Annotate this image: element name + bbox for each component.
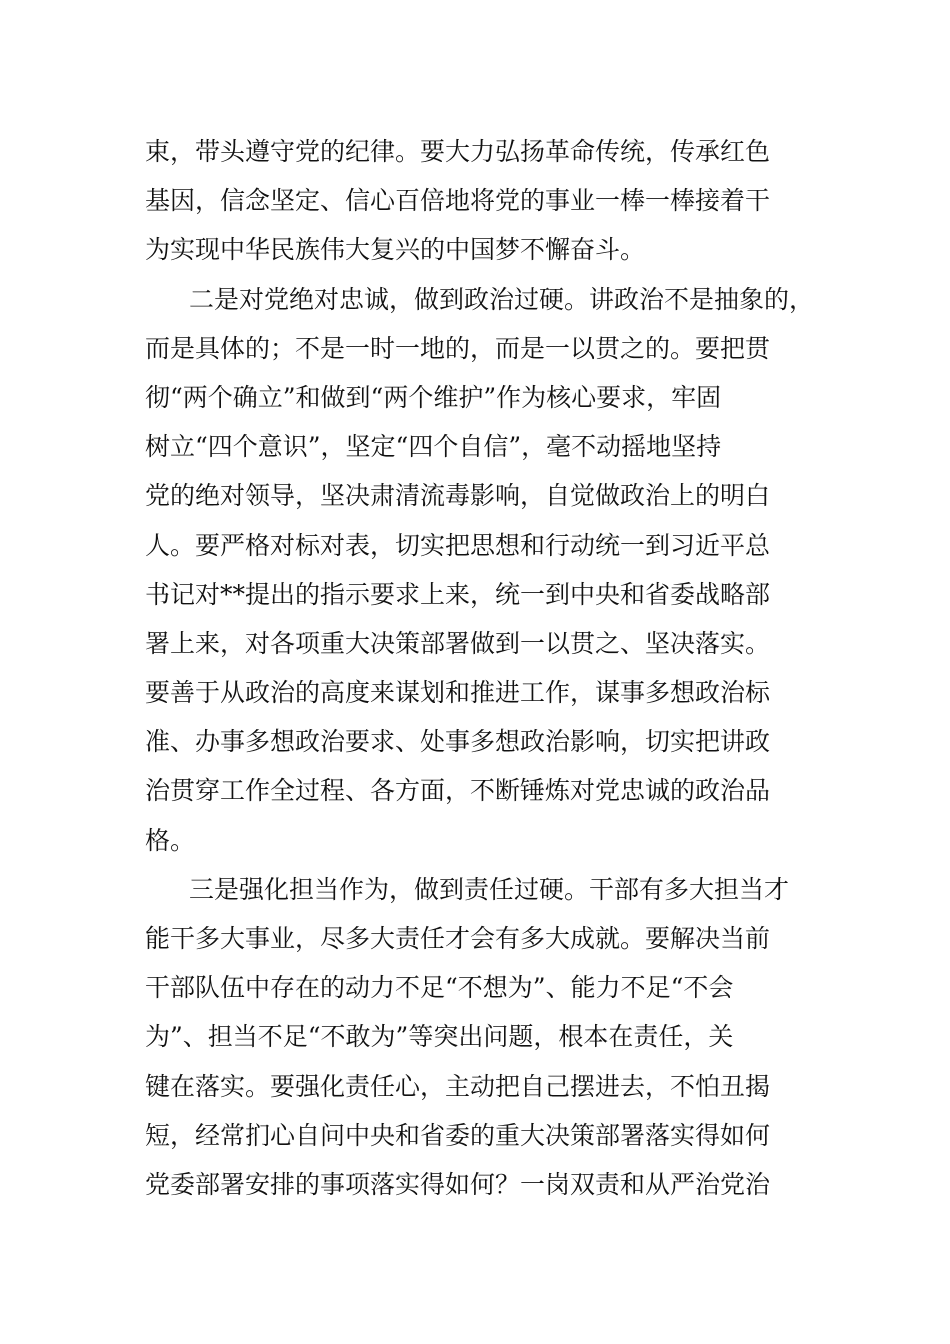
text-line: 格。 [145, 825, 196, 855]
paragraph-start-line: 二是对党绝对忠诚，做到政治过硬。讲政治不是抽象的， [189, 284, 815, 314]
text-line: 署上来，对各项重大决策部署做到一以贯之、坚决落实。 [145, 628, 771, 658]
text-line: 短，经常扪心自问中央和省委的重大决策部署落实得如何 [145, 1120, 771, 1150]
paragraph-start-line: 三是强化担当作为，做到责任过硬。干部有多大担当才 [189, 874, 790, 904]
text-line: 干部队伍中存在的动力不足“不想为”、能力不足“不会 [145, 973, 734, 1003]
text-line: 党的绝对领导，坚决肃清流毒影响，自觉做政治上的明白 [145, 481, 771, 511]
text-line: 束，带头遵守党的纪律。要大力弘扬革命传统，传承红色 [145, 137, 771, 166]
text-line: 基因，信念坚定、信心百倍地将党的事业一棒一棒接着干 [145, 186, 771, 216]
text-line: 树立“四个意识”，坚定“四个自信”，毫不动摇地坚持 [145, 432, 722, 462]
text-line: 人。要严格对标对表，切实把思想和行动统一到习近平总 [145, 530, 771, 560]
text-line: 要善于从政治的高度来谋划和推进工作，谋事多想政治标 [145, 678, 771, 708]
text-line: 彻“两个确立”和做到“两个维护”作为核心要求，牢固 [145, 382, 722, 412]
text-line: 为实现中华民族伟大复兴的中国梦不懈奋斗。 [145, 235, 646, 265]
body-text [145, 127, 815, 1209]
text-line: 而是具体的；不是一时一地的，而是一以贯之的。要把贯 [145, 333, 771, 363]
text-line: 准、办事多想政治要求、处事多想政治影响，切实把讲政 [145, 727, 771, 757]
text-line: 键在落实。要强化责任心，主动把自己摆进去，不怕丑揭 [145, 1071, 771, 1101]
text-line: 书记对**提出的指示要求上来，统一到中央和省委战略部 [145, 579, 771, 609]
text-line: 为”、担当不足“不敢为”等突出问题，根本在责任，关 [145, 1022, 734, 1052]
text-line: 能干多大事业，尽多大责任才会有多大成就。要解决当前 [145, 924, 771, 953]
text-line: 治贯穿工作全过程、各方面，不断锤炼对党忠诚的政治品 [145, 776, 771, 806]
text-line: 党委部署安排的事项落实得如何？一岗双责和从严治党治 [145, 1169, 771, 1199]
